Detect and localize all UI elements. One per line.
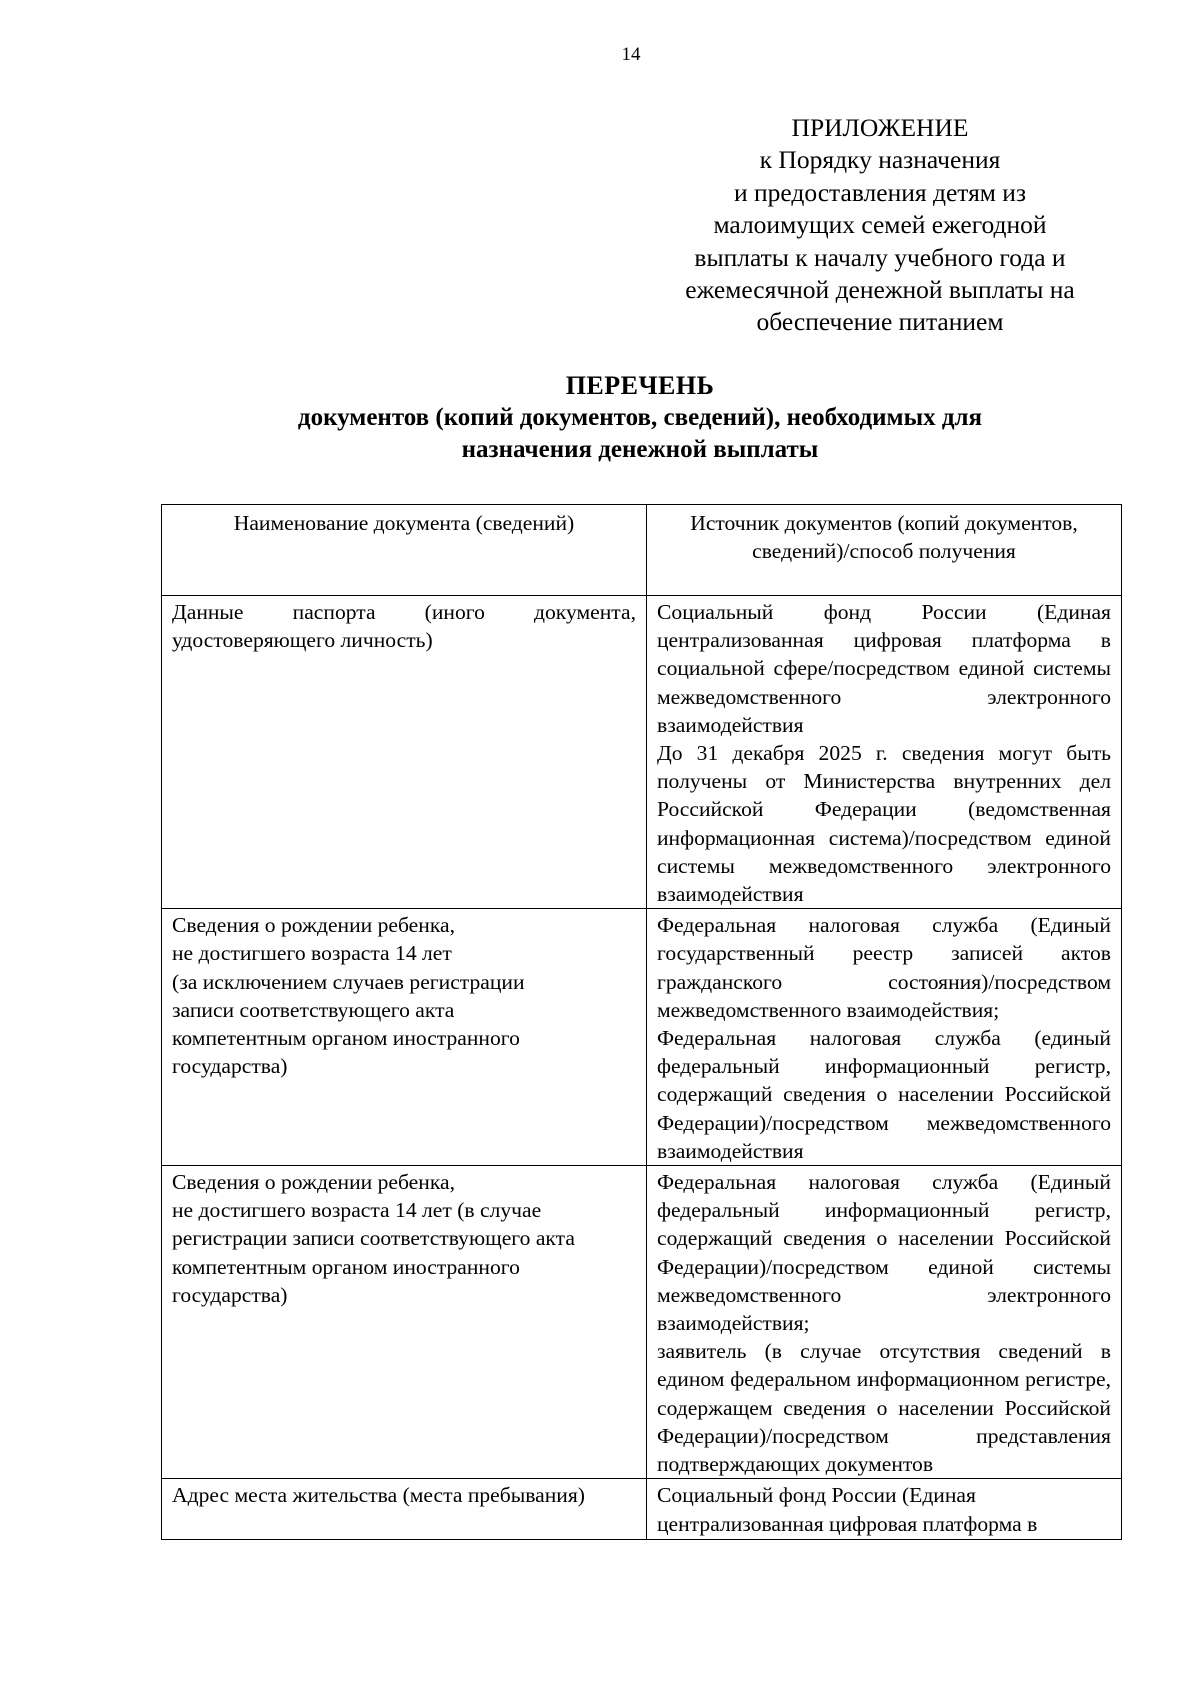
appendix-line: обеспечение питанием	[756, 307, 1004, 337]
document-name-cell: Адрес места жительства (места пребывания)	[162, 1479, 647, 1540]
name-line: (за исключением случаев регистрации	[172, 969, 525, 994]
source-paragraph: Федеральная налоговая служба (Единый государственный реестр записей актов гражданского состояния)/посредством межведомственного взаимодействия;	[657, 913, 1111, 1022]
document-source-cell	[647, 1479, 1122, 1540]
document-name-cell: Данные паспорта (иного документа, удостоверяющего личность)	[162, 596, 647, 909]
appendix-line: выплаты к началу учебного года и	[694, 242, 1066, 272]
name-line: Сведения о рождении ребенка,	[172, 913, 455, 938]
document-source-cell	[647, 909, 1122, 1166]
appendix-line: малоимущих семей ежегодной	[713, 210, 1047, 240]
name-line: Сведения о рождении ребенка,	[172, 1170, 455, 1195]
appendix-title: ПРИЛОЖЕНИЕ	[791, 113, 969, 142]
source-paragraph: заявитель (в случае отсутствия сведений в едином федеральном информационном регистре, содержащем сведения о населении Российской Федерации)/посредством представления подтверждающих документов	[657, 1339, 1111, 1477]
appendix-line: и предоставления детям из	[733, 177, 1027, 207]
table-header-row	[162, 505, 1122, 596]
document-name-cell	[162, 1166, 647, 1479]
page-title: ПЕРЕЧЕНЬ	[565, 371, 715, 400]
document-heading	[160, 370, 1120, 466]
name-line: записи соответствующего акта	[172, 997, 455, 1022]
source-line: централизованная цифровая платформа в	[657, 1511, 1038, 1536]
name-line: регистрации записи соответствующего акта	[172, 1226, 575, 1251]
name-line: компетентным органом иностранного	[172, 1254, 520, 1279]
source-paragraph: Федеральная налоговая служба (Единый федеральный информационный регистр, содержащий сведения о населении Российской Федерации)/посредством единой системы межведомственного электронного взаимодействия;	[657, 1170, 1111, 1336]
heading-line: назначения денежной выплаты	[461, 436, 819, 463]
column-header-document-name: Наименование документа (сведений)	[162, 505, 647, 596]
name-line: не достигшего возраста 14 лет	[172, 941, 452, 966]
document-source-cell	[647, 596, 1122, 909]
table-row	[162, 596, 1122, 909]
page-number: 14	[621, 44, 641, 65]
name-line: государства)	[172, 1054, 288, 1079]
name-line: компетентным органом иностранного	[172, 1026, 520, 1051]
documents-table	[161, 504, 1122, 1540]
name-line: государства)	[172, 1282, 288, 1307]
appendix-line: к Порядку назначения	[759, 145, 1001, 175]
source-line: Социальный фонд России (Единая	[657, 1483, 976, 1508]
table-row	[162, 909, 1122, 1166]
table-row	[162, 1166, 1122, 1479]
appendix-line: ежемесячной денежной выплаты на	[685, 275, 1075, 305]
heading-line: документов (копий документов, сведений), необходимых для	[297, 404, 983, 431]
document-name-cell	[162, 909, 647, 1166]
column-header-source: Источник документов (копий документов, сведений)/способ получения	[647, 505, 1122, 596]
source-paragraph: Социальный фонд России (Единая централизованная цифровая платформа в социальной сфере/посредством единой системы межведомственного электронного взаимодействия	[657, 600, 1111, 737]
appendix-block	[640, 112, 1120, 339]
document-source-cell	[647, 1166, 1122, 1479]
source-paragraph: Федеральная налоговая служба (единый федеральный информационный регистр, содержащий сведения о населении Российской Федерации)/посредством межведомственного взаимодействия	[657, 1026, 1111, 1163]
name-line: не достигшего возраста 14 лет (в случае	[172, 1198, 542, 1223]
source-paragraph: До 31 декабря 2025 г. сведения могут быть получены от Министерства внутренних дел Российской Федерации (ведомственная информационная система)/посредством единой системы межведомственного электронного взаимодействия	[657, 741, 1111, 907]
table-row	[162, 1479, 1122, 1540]
